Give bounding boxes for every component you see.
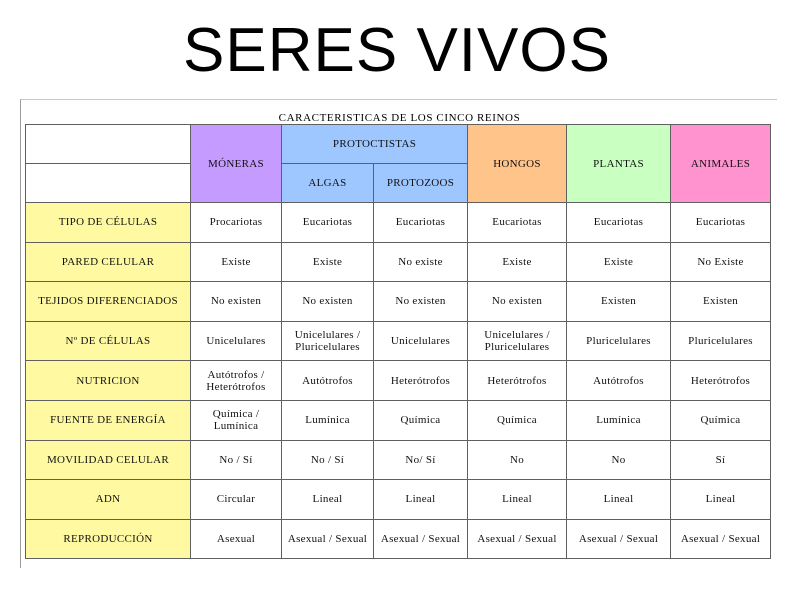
table-cell: Existen [567,282,671,322]
table-cell: Lineal [468,480,567,520]
row-label: ADN [26,480,191,520]
table-cell: Heterótrofos [374,361,468,401]
table-cell: Existe [191,242,282,282]
table-cell: No/ Sí [374,440,468,480]
table-cell: Asexual [191,519,282,559]
table-cell: Existe [282,242,374,282]
table-cell: No / Sí [282,440,374,480]
table-row [26,519,771,559]
row-label: Nº DE CÉLULAS [26,321,191,361]
table-cell: Pluricelulares [671,321,771,361]
table-cell: No existen [468,282,567,322]
row-label: PARED CELULAR [26,242,191,282]
table-cell: Eucariotas [567,203,671,243]
table-cell: Asexual / Sexual [468,519,567,559]
table-cell: No [468,440,567,480]
row-label: FUENTE DE ENERGÍA [26,400,191,440]
table-cell: Procariotas [191,203,282,243]
table-cell: Química [671,400,771,440]
table-cell: Autótrofos [567,361,671,401]
table-cell: Lineal [671,480,771,520]
header-corner [26,125,191,164]
table-cell: Unicelulares [191,321,282,361]
header-algas: ALGAS [282,164,374,203]
header-plantas: PLANTAS [567,125,671,203]
header-protoctistas: PROTOCTISTAS [282,125,468,164]
header-moneras: MÓNERAS [191,125,282,203]
row-label: REPRODUCCIÓN [26,519,191,559]
table-cell: Pluricelulares [567,321,671,361]
table-cell: No existen [282,282,374,322]
table-cell: Lineal [567,480,671,520]
table-cell: No Existe [671,242,771,282]
row-label: TEJIDOS DIFERENCIADOS [26,282,191,322]
table-cell: Existe [468,242,567,282]
table-caption: CARACTERISTICAS DE LOS CINCO REINOS [278,112,521,124]
table-cell: Eucariotas [671,203,771,243]
kingdoms-table [25,124,771,559]
table-cell: Eucariotas [374,203,468,243]
table-cell: Unicelulares [374,321,468,361]
table-cell: Sí [671,440,771,480]
table-cell: Asexual / Sexual [671,519,771,559]
table-cell: Química [468,400,567,440]
row-label: NUTRICION [26,361,191,401]
row-label: TIPO DE CÉLULAS [26,203,191,243]
table-cell: Eucariotas [282,203,374,243]
table-cell: Unicelulares / Pluricelulares [282,321,374,361]
table-cell: Heterótrofos [671,361,771,401]
table-cell: Química / Lumínica [191,400,282,440]
header-animales: ANIMALES [671,125,771,203]
header-corner-lower [26,164,191,203]
table-row [26,203,771,243]
table-cell: Lumínica [282,400,374,440]
table-cell: No existe [374,242,468,282]
table-cell: Eucariotas [468,203,567,243]
table-row [26,480,771,520]
table-row [26,440,771,480]
table-cell: Química [374,400,468,440]
table-row [26,242,771,282]
table-cell: Unicelulares / Pluricelulares [468,321,567,361]
table-cell: Asexual / Sexual [567,519,671,559]
table-cell: No existen [374,282,468,322]
table-cell: Existe [567,242,671,282]
header-protozoos: PROTOZOOS [374,164,468,203]
table-cell: Existen [671,282,771,322]
table-cell: Asexual / Sexual [282,519,374,559]
table-cell: Heterótrofos [468,361,567,401]
table-cell: Circular [191,480,282,520]
row-label: MOVILIDAD CELULAR [26,440,191,480]
slide-title: SERES VIVOS [183,16,611,85]
table-cell: No existen [191,282,282,322]
table-row [26,321,771,361]
table-cell: Lumínica [567,400,671,440]
table-cell: No [567,440,671,480]
table-cell: No / Sí [191,440,282,480]
table-row [26,400,771,440]
table-cell: Asexual / Sexual [374,519,468,559]
table-cell: Lineal [374,480,468,520]
table-row [26,361,771,401]
header-hongos: HONGOS [468,125,567,203]
table-cell: Autótrofos [282,361,374,401]
table-row [26,282,771,322]
table-cell: Lineal [282,480,374,520]
table-cell: Autótrofos / Heterótrofos [191,361,282,401]
